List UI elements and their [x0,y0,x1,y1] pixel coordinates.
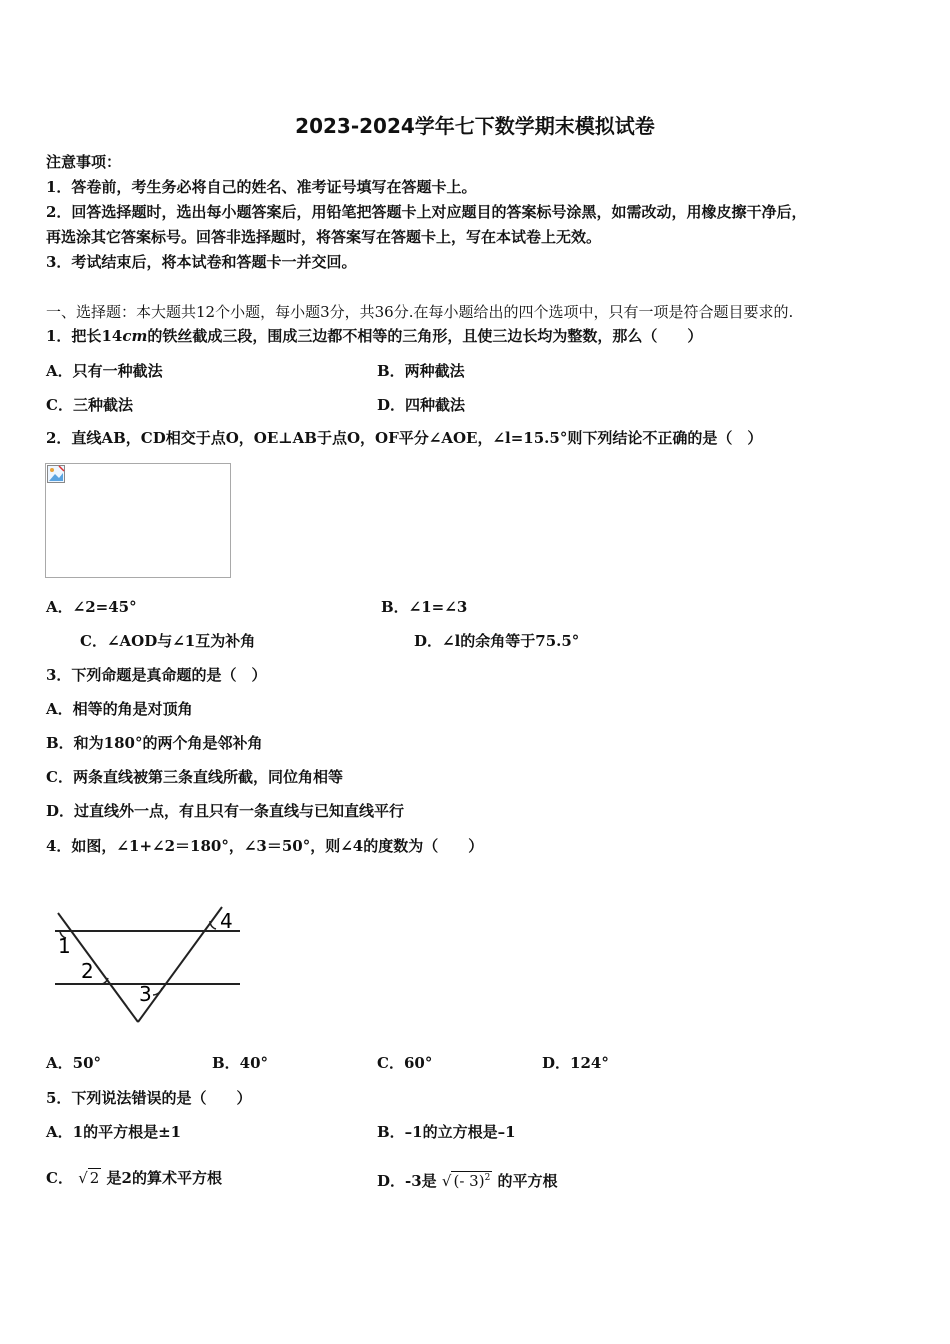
q1-stem-a: 1．把长 [46,327,102,345]
q4-option-b[interactable]: B．40° [212,1054,269,1072]
q1-option-c[interactable]: C．三种截法 [46,396,133,414]
q1-stem-b: 的铁丝截成三段，围成三边都不相等的三角形，且使三边长均为整数，那么（ ） [147,327,703,345]
notice-item-2: 2．回答选择题时，选出每小题答案后，用铅笔把答题卡上对应题目的答案标号涂黑，如需改动，用橡皮擦干净后， [46,203,807,221]
q1-stem-unit: cm [122,327,148,345]
q4-figure [50,905,250,1030]
angle-label-3: 3 [139,982,152,1006]
q3-stem: 3．下列命题是真命题的是（ ） [46,666,267,684]
q5-stem: 5．下列说法错误的是（ ） [46,1089,252,1107]
angle-label-1: 1 [58,934,71,958]
sqrt-radicand-d-base: (- 3) [453,1172,485,1190]
q5-option-a[interactable]: A．1的平方根是±1 [46,1123,182,1141]
q3-option-c[interactable]: C．两条直线被第三条直线所截，同位角相等 [46,768,343,786]
q1-stem-len: 14 [101,327,123,345]
q5-option-d-suffix: 的平方根 [497,1172,558,1190]
q5-option-c[interactable] [46,1168,222,1188]
q1-stem [46,326,702,346]
q5-option-b[interactable]: B．–1的立方根是–1 [377,1123,516,1141]
q5-option-c-prefix: C． [46,1169,73,1187]
q2-option-d[interactable]: D．∠l的余角等于75.5° [414,632,580,650]
notice-item-3: 3．考试结束后，将本试卷和答题卡一并交回。 [46,253,357,271]
q5-option-d-prefix: D．-3是 [377,1172,437,1190]
page-title: 2023-2024学年七下数学期末模拟试卷 [295,114,655,138]
q1-option-d[interactable]: D．四种截法 [377,396,466,414]
q5-option-c-suffix: 是2的算术平方根 [106,1169,222,1187]
q5-option-d[interactable] [377,1168,558,1191]
q3-option-d[interactable]: D．过直线外一点，有且只有一条直线与已知直线平行 [46,802,405,820]
q4-stem: 4．如图，∠1+∠2＝180°，∠3＝50°，则∠4的度数为（ ） [46,837,484,855]
q2-figure-placeholder [45,463,231,578]
angle-3-arc [153,988,162,995]
notice-heading: 注意事项： [46,153,122,171]
sqrt-expression-d: √ (- 3)$^2$ [441,1172,491,1190]
q4-option-c[interactable]: C．60° [377,1054,433,1072]
q1-option-b[interactable]: B．两种截法 [377,362,465,380]
q2-stem: 2．直线AB，CD相交于点O，OE⊥AB于点O，OF平分∠AOE，∠l=15.5°则下列结论不正确的是（ ） [46,429,763,447]
angle-label-4: 4 [220,909,233,933]
sqrt-radicand-d [451,1171,492,1190]
q1-option-a[interactable]: A．只有一种截法 [46,362,163,380]
left-transversal [58,913,138,1022]
q2-option-c[interactable]: C．∠AOD与∠1互为补角 [80,632,256,650]
broken-image-icon [47,465,65,483]
q2-option-a[interactable]: A．∠2=45° [46,598,137,616]
q3-option-a[interactable]: A．相等的角是对顶角 [46,700,193,718]
notice-item-1: 1．答卷前，考生务必将自己的姓名、准考证号填写在答题卡上。 [46,178,477,196]
sqrt-radicand-d-exp: 2 [484,1173,491,1183]
q4-option-d[interactable]: D．124° [542,1054,609,1072]
q4-option-a[interactable]: A．50° [46,1054,102,1072]
notice-item-2-cont: 再选涂其它答案标号。回答非选择题时，将答案写在答题卡上，写在本试卷上无效。 [46,228,602,246]
q3-option-b[interactable]: B．和为180°的两个角是邻补角 [46,734,263,752]
angle-label-2: 2 [81,959,94,983]
section-heading: 一、选择题：本大题共12个小题，每小题3分，共36分.在每小题给出的四个选项中，只有一项是符合题目要求的. [46,303,794,321]
q2-option-b[interactable]: B．∠1=∠3 [381,598,468,616]
sqrt-radicand: 2 [89,1169,100,1187]
sqrt-expression: √ 2 [78,1169,100,1187]
